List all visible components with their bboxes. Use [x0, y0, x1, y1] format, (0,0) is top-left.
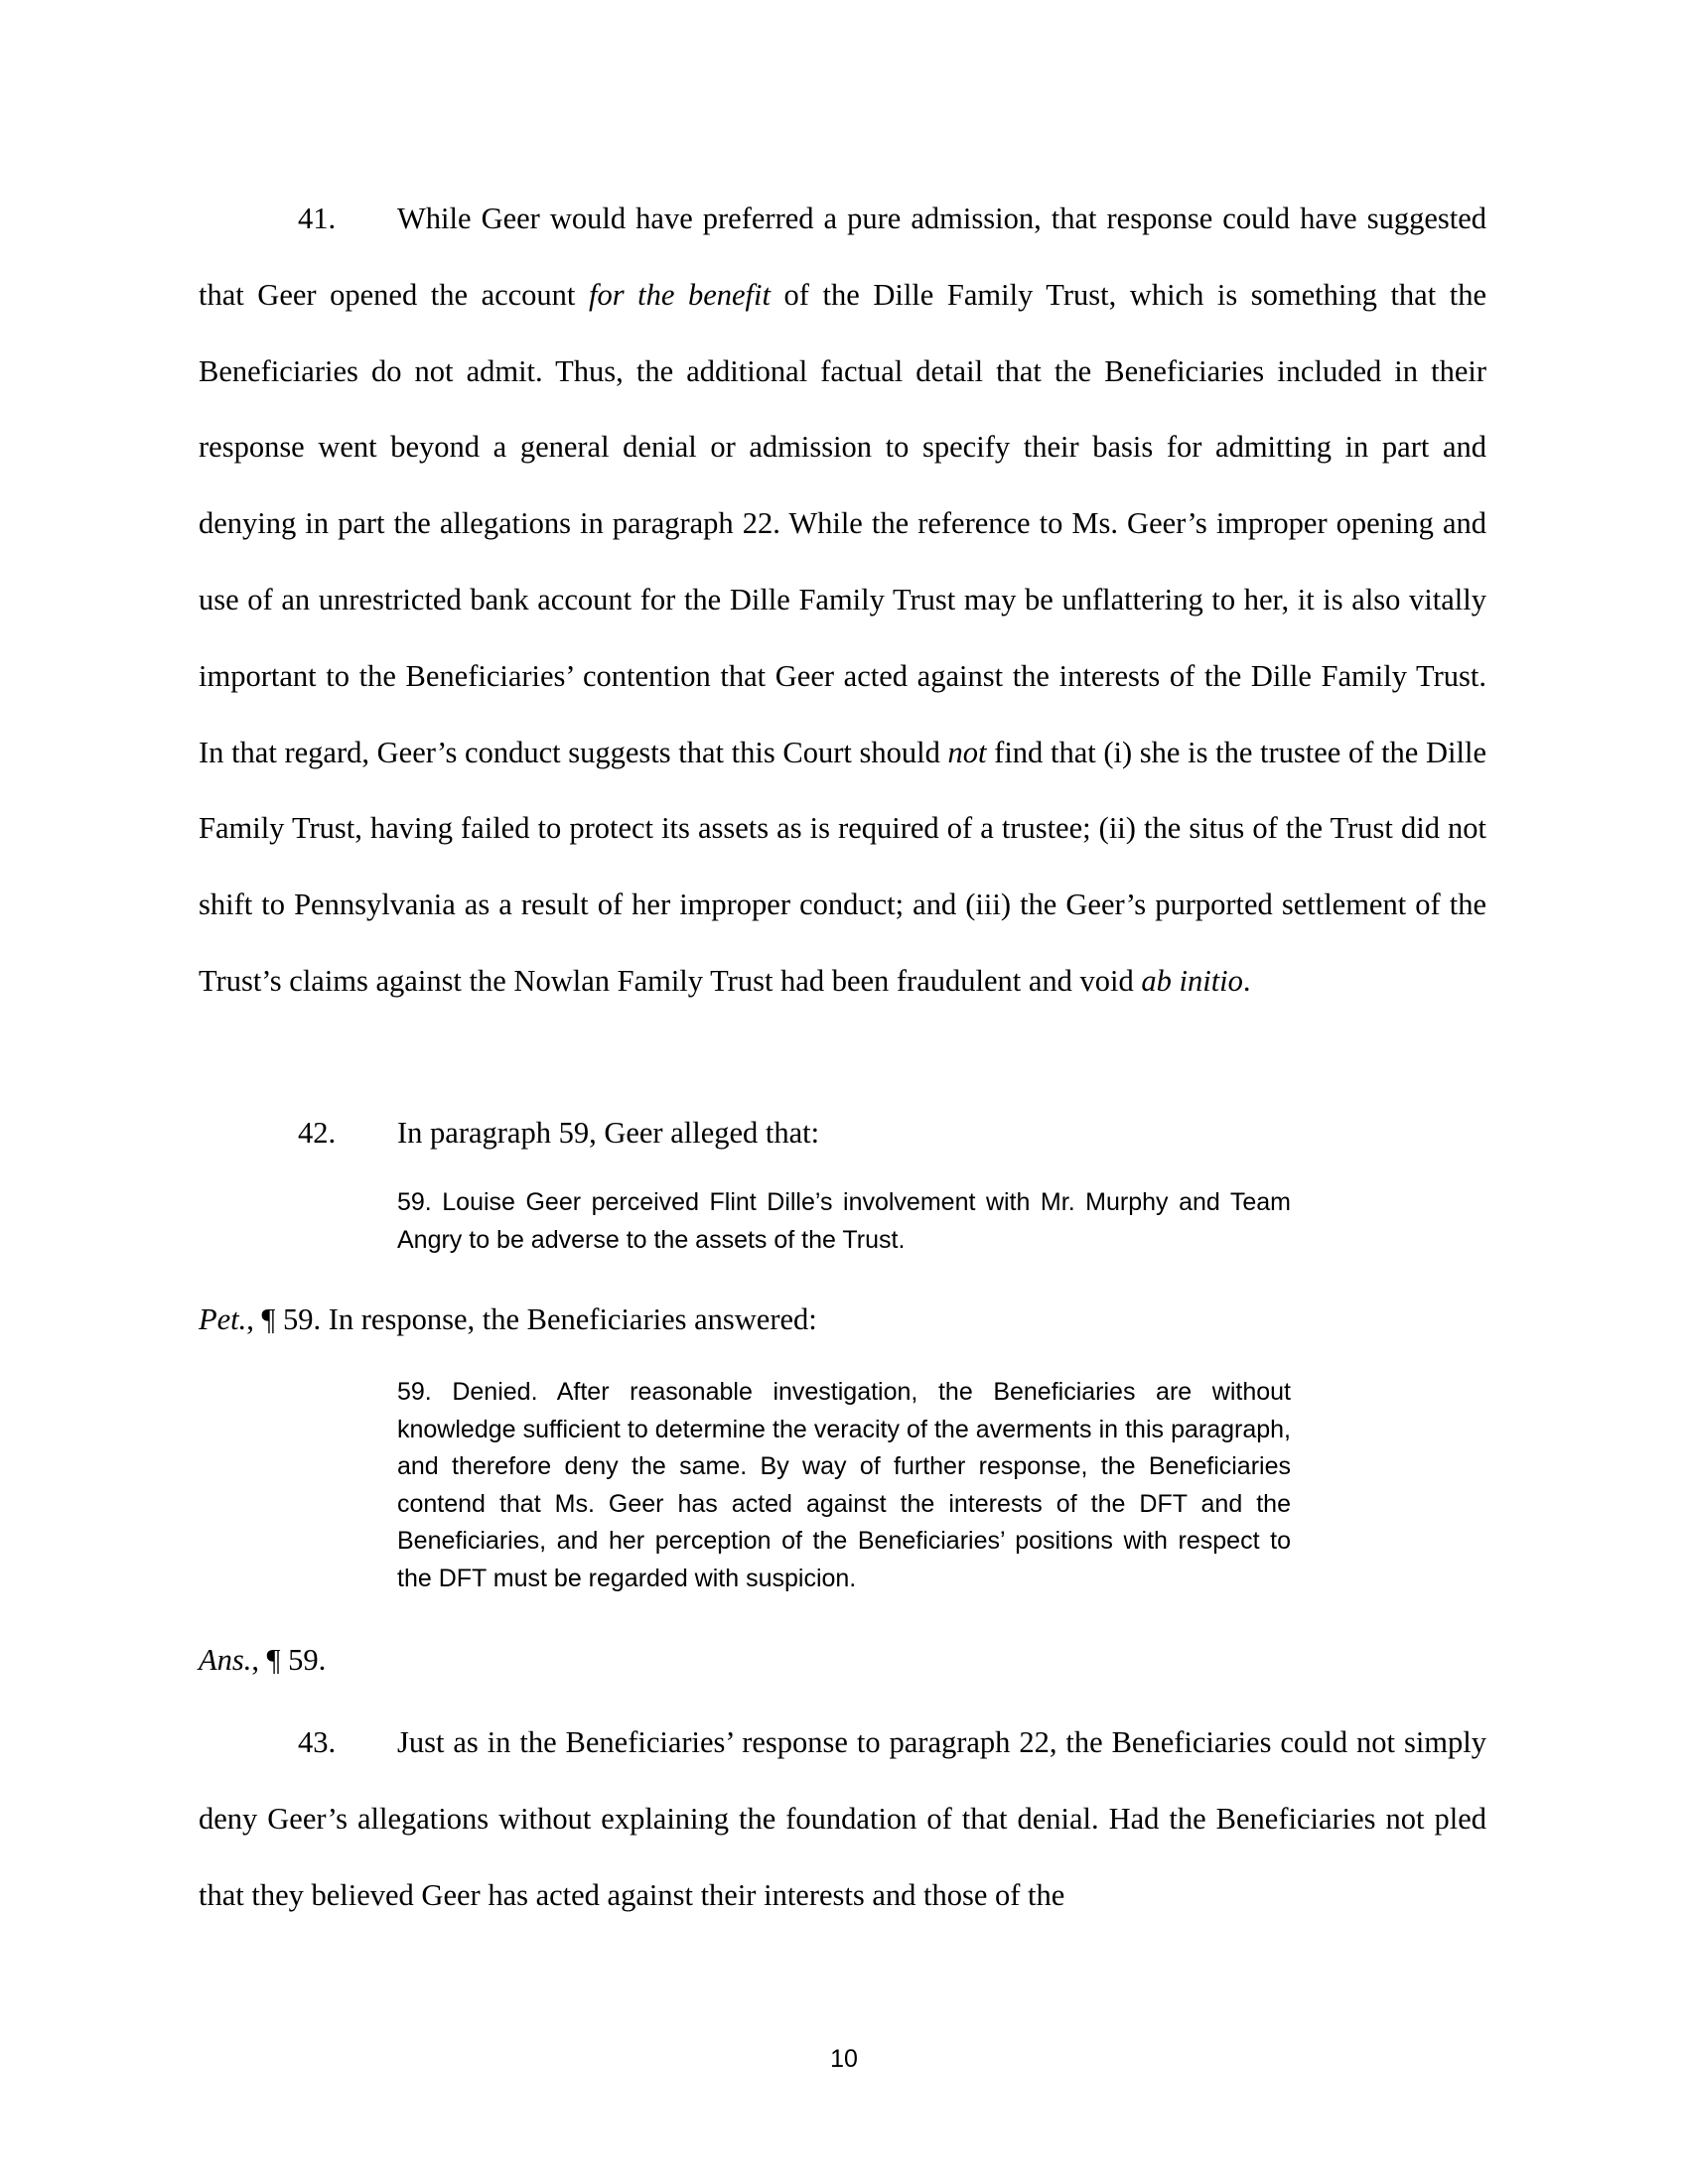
- paragraph-41: [199, 181, 1486, 1020]
- citation-petition: [199, 1299, 817, 1339]
- paragraph-text: While Geer would have preferred a pure admission, that response could have suggested that Geer opened the account: [199, 202, 1486, 312]
- paragraph-43: [199, 1705, 1486, 1933]
- paragraph-number: 42.: [298, 1116, 337, 1150]
- paragraph-emphasis: for the benefit: [588, 277, 771, 312]
- paragraph-text: Just as in the Beneficiaries’ response to paragraph 22, the Beneficiaries could not simply deny Geer’s allegations without explaining the foundation of that denial. Had the Beneficiaries not pled that they believed Geer has acted against their interests and those of the: [199, 1725, 1486, 1912]
- block-quote-petition: 59. Louise Geer perceived Flint Dille’s involvement with Mr. Murphy and Team Angry to be adverse to the assets of the Trust.: [397, 1188, 1291, 1254]
- paragraph-42: [199, 1095, 1486, 1171]
- citation-source: Pet.: [199, 1302, 247, 1336]
- paragraph-number: 41.: [298, 202, 337, 235]
- paragraph-text: .: [1242, 963, 1251, 998]
- paragraph-emphasis: ab initio: [1141, 963, 1243, 998]
- paragraph-text: In paragraph 59, Geer alleged that:: [397, 1116, 820, 1150]
- paragraph-text: find that (i) she is the trustee of the Dille Family Trust, having failed to protect its assets as is required of a trustee; (ii) the situs of the Trust did not shift to Pennsylvania as a result of her improper conduct; and (iii) the Geer’s purported settlement of the Trust’s claims against the Nowlan Family Trust had been fraudulent and void: [199, 735, 1486, 998]
- page-number: 10: [830, 2045, 858, 2073]
- paragraph-text: of the Dille Family Trust, which is something that the Beneficiaries do not admit. Thus, the additional factual detail that the Beneficiaries included in their response went beyond a general denial or admission to specify their basis for admitting in part and denying in part the allegations in paragraph 22. While the reference to Ms. Geer’s improper opening and use of an unrestricted bank account for the Dille Family Trust may be unflattering to her, it is also vitally important to the Beneficiaries’ contention that Geer acted against the interests of the Dille Family Trust. In that regard, Geer’s conduct suggests that this Court should: [199, 277, 1486, 769]
- paragraph-number: 43.: [298, 1725, 337, 1759]
- citation-answer: [199, 1640, 326, 1680]
- citation-text: , ¶ 59. In response, the Beneficiaries answered:: [246, 1302, 817, 1336]
- block-quote-answer: 59. Denied. After reasonable investigation, the Beneficiaries are without knowledge sufficient to determine the veracity of the averments in this paragraph, and therefore deny the same. By way of further response, the Beneficiaries contend that Ms. Geer has acted against the interests of the DFT and the Beneficiaries, and her perception of the Beneficiaries’ positions with respect to the DFT must be regarded with suspicion.: [397, 1378, 1291, 1592]
- paragraph-emphasis: not: [947, 735, 987, 769]
- citation-source: Ans.: [199, 1643, 252, 1677]
- citation-text: , ¶ 59.: [251, 1643, 327, 1677]
